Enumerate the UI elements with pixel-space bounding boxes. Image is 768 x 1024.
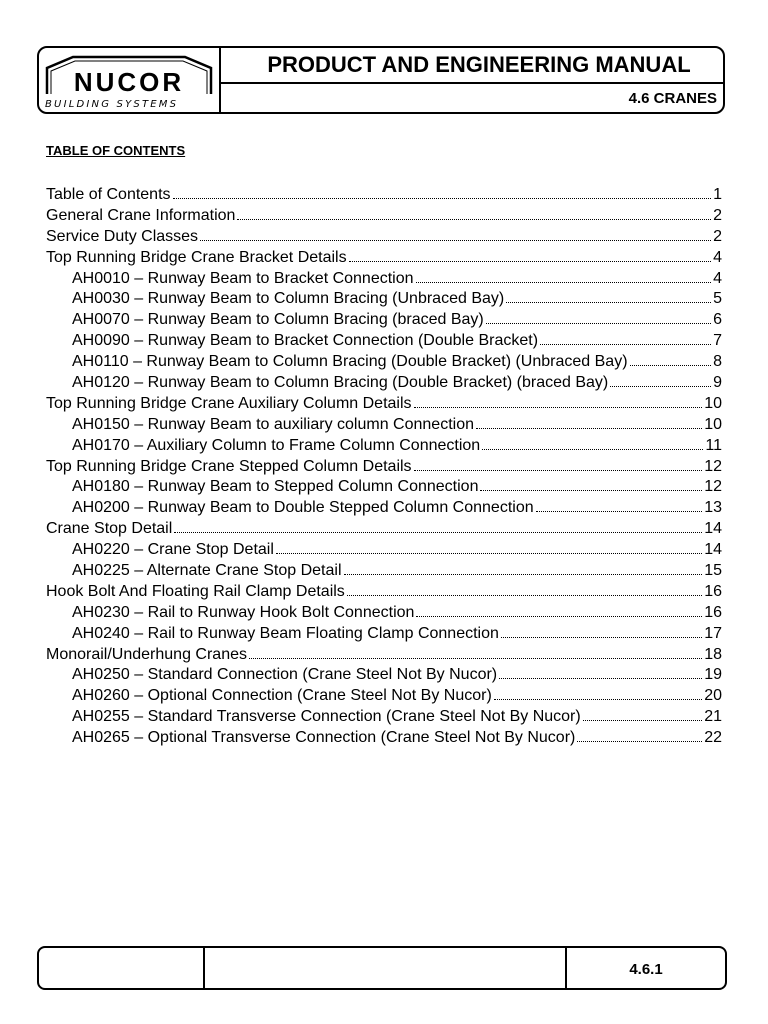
dot-leader — [344, 574, 703, 575]
toc-heading: TABLE OF CONTENTS — [46, 143, 186, 158]
toc-entry[interactable] — [46, 582, 722, 603]
nucor-logo-mark — [43, 54, 215, 96]
toc-entry[interactable] — [46, 457, 722, 478]
dot-leader — [480, 490, 702, 491]
dot-leader — [347, 595, 702, 596]
toc-entry-page: 16 — [704, 603, 722, 621]
toc-entry-page: 18 — [704, 645, 722, 663]
toc-entry[interactable] — [46, 519, 722, 540]
dot-leader — [577, 741, 702, 742]
toc-entry-page: 6 — [713, 311, 722, 329]
toc-entry-title: AH0180 – Runway Beam to Stepped Column Connection — [72, 478, 479, 496]
toc-entry-page: 10 — [704, 394, 722, 412]
toc-entry-page: 10 — [704, 415, 722, 433]
toc-entry[interactable] — [46, 624, 722, 645]
dot-leader — [249, 658, 702, 659]
toc-entry[interactable] — [46, 352, 722, 373]
toc-entry-page: 19 — [704, 666, 722, 684]
dot-leader — [536, 511, 703, 512]
dot-leader — [173, 198, 712, 199]
toc-entry-title: Top Running Bridge Crane Stepped Column Details — [46, 457, 412, 475]
toc-entry-page: 2 — [713, 206, 722, 224]
table-of-contents — [46, 185, 722, 749]
toc-entry-page: 1 — [713, 186, 722, 203]
toc-entry[interactable] — [46, 331, 722, 352]
toc-entry-page: 12 — [704, 457, 722, 475]
toc-entry-title: AH0265 – Optional Transverse Connection (Crane Steel Not By Nucor) — [72, 729, 576, 747]
toc-entry[interactable] — [46, 498, 722, 519]
toc-entry[interactable] — [46, 707, 722, 728]
toc-entry[interactable] — [46, 436, 722, 457]
logo-text: NUCOR — [73, 67, 185, 96]
toc-entry-title: General Crane Information — [46, 206, 236, 224]
toc-entry-page: 4 — [713, 269, 722, 287]
toc-entry[interactable] — [46, 645, 722, 666]
dot-leader — [501, 637, 702, 638]
dot-leader — [610, 386, 711, 387]
toc-entry-title: AH0230 – Rail to Runway Hook Bolt Connection — [72, 603, 415, 621]
toc-entry[interactable] — [46, 561, 722, 582]
dot-leader — [540, 344, 711, 345]
toc-entry-title: AH0225 – Alternate Crane Stop Detail — [72, 562, 342, 580]
dot-leader — [414, 470, 703, 471]
toc-entry[interactable] — [46, 248, 722, 269]
toc-entry-title: AH0170 – Auxiliary Column to Frame Column Connection — [72, 436, 481, 454]
dot-leader — [506, 302, 711, 303]
toc-entry[interactable] — [46, 477, 722, 498]
nucor-logo — [39, 48, 221, 112]
toc-entry-page: 14 — [704, 520, 722, 538]
toc-entry[interactable] — [46, 686, 722, 707]
dot-leader — [486, 323, 711, 324]
footer-box — [37, 946, 727, 990]
toc-entry-page: 20 — [704, 687, 722, 705]
toc-entry-title: Top Running Bridge Crane Bracket Details — [46, 248, 347, 266]
toc-entry-title: Table of Contents — [46, 186, 171, 203]
toc-entry-title: AH0200 – Runway Beam to Double Stepped Column Connection — [72, 499, 534, 517]
toc-entry-title: Crane Stop Detail — [46, 520, 173, 538]
toc-entry-title: AH0110 – Runway Beam to Column Bracing (Double Bracket) (Unbraced Bay) — [72, 353, 628, 371]
toc-entry[interactable] — [46, 415, 722, 436]
toc-entry-page: 15 — [704, 562, 722, 580]
toc-entry[interactable] — [46, 269, 722, 290]
dot-leader — [494, 699, 702, 700]
toc-entry-title: AH0250 – Standard Connection (Crane Steel Not By Nucor) — [72, 666, 498, 684]
dot-leader — [476, 428, 702, 429]
dot-leader — [349, 261, 711, 262]
toc-entry[interactable] — [46, 394, 722, 415]
toc-entry-title: AH0120 – Runway Beam to Column Bracing (Double Bracket) (braced Bay) — [72, 374, 609, 392]
toc-entry[interactable] — [46, 289, 722, 310]
dot-leader — [630, 365, 712, 366]
dot-leader — [416, 616, 702, 617]
toc-entry[interactable] — [46, 227, 722, 248]
toc-entry-title: AH0255 – Standard Transverse Connection (Crane Steel Not By Nucor) — [72, 708, 581, 726]
logo-subtext: BUILDING SYSTEMS — [45, 99, 179, 110]
toc-entry-page: 4 — [713, 248, 722, 266]
toc-entry-page: 8 — [713, 353, 722, 371]
toc-entry-title: Monorail/Underhung Cranes — [46, 645, 247, 663]
toc-entry-page: 14 — [704, 541, 722, 559]
dot-leader — [200, 240, 711, 241]
toc-entry-title: AH0010 – Runway Beam to Bracket Connection — [72, 269, 414, 287]
toc-entry[interactable] — [46, 603, 722, 624]
toc-entry-title: AH0260 – Optional Connection (Crane Steel Not By Nucor) — [72, 687, 492, 705]
toc-entry-page: 16 — [704, 582, 722, 600]
manual-title: PRODUCT AND ENGINEERING MANUAL — [221, 48, 723, 84]
toc-entry-page: 7 — [713, 332, 722, 350]
footer-page-number: 4.6.1 — [629, 961, 663, 978]
footer-cell-middle — [205, 948, 567, 988]
dot-leader — [174, 532, 702, 533]
toc-entry-title: Top Running Bridge Crane Auxiliary Column Details — [46, 394, 412, 412]
toc-entry[interactable] — [46, 206, 722, 227]
toc-entry-page: 21 — [704, 708, 722, 726]
dot-leader — [416, 282, 712, 283]
dot-leader — [499, 678, 702, 679]
toc-entry-title: AH0220 – Crane Stop Detail — [72, 541, 274, 559]
toc-entry-page: 11 — [705, 436, 722, 454]
section-title: 4.6 CRANES — [628, 90, 717, 107]
toc-entry-page: 9 — [713, 374, 722, 392]
toc-entry-title: AH0070 – Runway Beam to Column Bracing (braced Bay) — [72, 311, 484, 329]
toc-entry-page: 2 — [713, 227, 722, 245]
footer-cell-left — [39, 948, 205, 988]
toc-entry[interactable] — [46, 540, 722, 561]
toc-entry-page: 5 — [713, 290, 722, 308]
header-box — [37, 46, 725, 114]
dot-leader — [414, 407, 703, 408]
toc-entry-title: Hook Bolt And Floating Rail Clamp Details — [46, 582, 345, 600]
toc-entry-title: Service Duty Classes — [46, 227, 199, 245]
toc-entry-title: AH0150 – Runway Beam to auxiliary column Connection — [72, 415, 474, 433]
toc-entry[interactable] — [46, 728, 722, 749]
dot-leader — [482, 449, 703, 450]
dot-leader — [276, 553, 702, 554]
toc-entry[interactable] — [46, 373, 722, 394]
toc-entry-page: 17 — [704, 624, 722, 642]
toc-entry-page: 12 — [704, 478, 722, 496]
toc-entry[interactable] — [46, 185, 722, 206]
toc-entry[interactable] — [46, 310, 722, 331]
toc-entry-page: 13 — [704, 499, 722, 517]
toc-entry-title: AH0090 – Runway Beam to Bracket Connection (Double Bracket) — [72, 332, 539, 350]
toc-entry-title: AH0030 – Runway Beam to Column Bracing (Unbraced Bay) — [72, 290, 505, 308]
toc-entry[interactable] — [46, 665, 722, 686]
dot-leader — [237, 219, 711, 220]
toc-entry-page: 22 — [704, 729, 722, 747]
toc-entry-title: AH0240 – Rail to Runway Beam Floating Clamp Connection — [72, 624, 499, 642]
dot-leader — [583, 720, 703, 721]
